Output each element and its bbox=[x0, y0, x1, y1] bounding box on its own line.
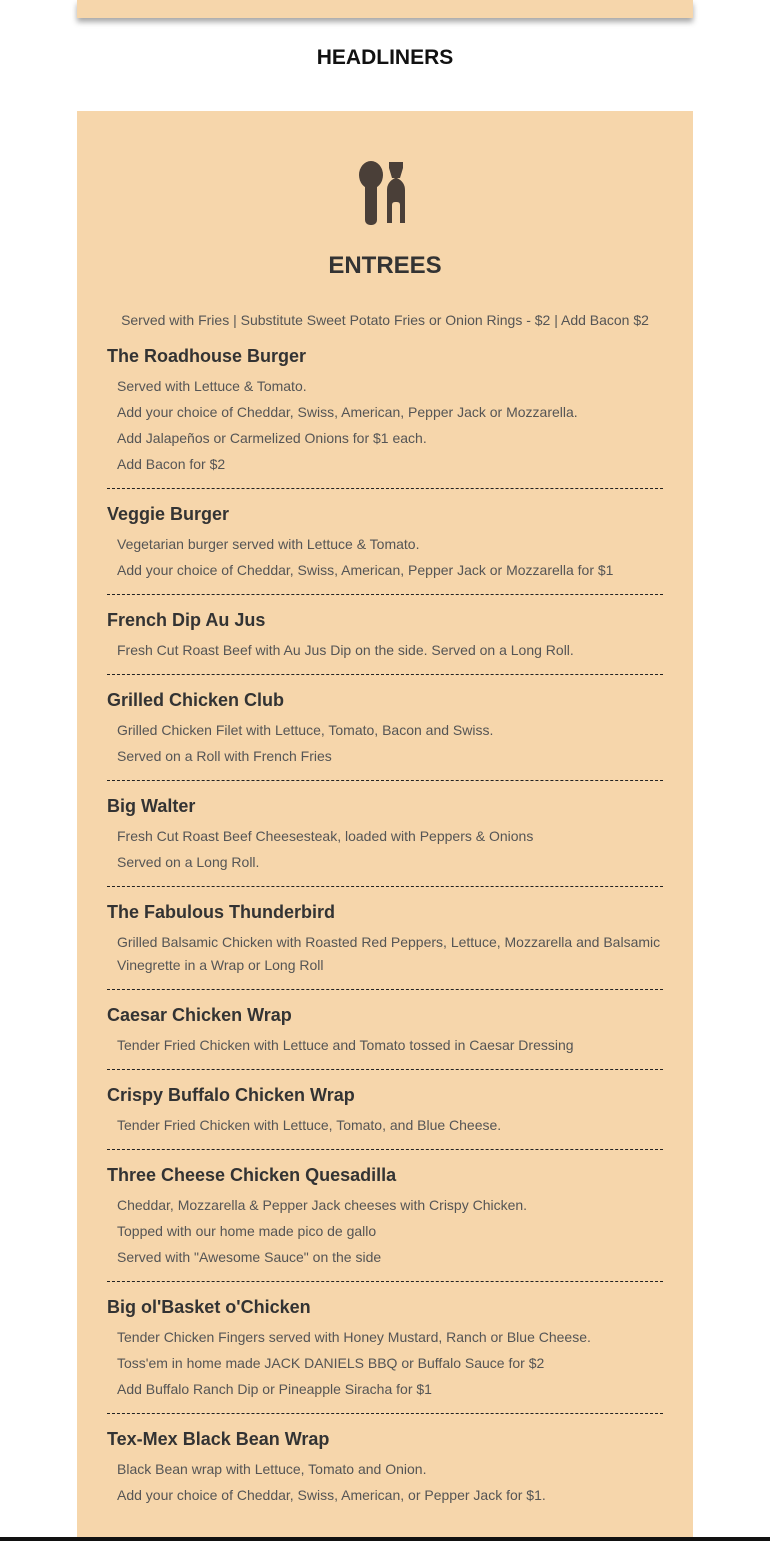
menu-item bbox=[107, 1428, 663, 1519]
menu-item bbox=[107, 609, 663, 675]
menu-item-description: Add your choice of Cheddar, Swiss, American, Pepper Jack or Mozzarella for $1 bbox=[117, 562, 614, 578]
menu-item-description: Add your choice of Cheddar, Swiss, American, Pepper Jack or Mozzarella. bbox=[117, 404, 578, 420]
menu-item-name: Grilled Chicken Club bbox=[107, 690, 285, 710]
menu-item-description: Black Bean wrap with Lettuce, Tomato and Onion. bbox=[117, 1461, 427, 1477]
menu-item bbox=[107, 689, 663, 781]
menu-item-description: Grilled Chicken Filet with Lettuce, Tomato, Bacon and Swiss. bbox=[117, 722, 494, 738]
menu-item-description: Fresh Cut Roast Beef with Au Jus Dip on the side. Served on a Long Roll. bbox=[117, 642, 574, 658]
menu-item bbox=[107, 1164, 663, 1282]
menu-item bbox=[107, 1084, 663, 1150]
entrees-card bbox=[77, 111, 693, 1541]
menu-item-description: Grilled Balsamic Chicken with Roasted Red Peppers, Lettuce, Mozzarella and Balsamic Vinegrette in a Wrap or Long Roll bbox=[117, 934, 661, 973]
menu-item-name: The Fabulous Thunderbird bbox=[107, 902, 335, 922]
menu-item-description: Fresh Cut Roast Beef Cheesesteak, loaded with Peppers & Onions bbox=[117, 828, 534, 844]
menu-item-description: Add Buffalo Ranch Dip or Pineapple Siracha for $1 bbox=[117, 1381, 432, 1397]
menu-item-description: Tender Chicken Fingers served with Honey Mustard, Ranch or Blue Cheese. bbox=[117, 1329, 591, 1345]
menu-items-list bbox=[107, 345, 663, 1533]
menu-item-description: Add Bacon for $2 bbox=[117, 456, 226, 472]
menu-item-name: The Roadhouse Burger bbox=[107, 346, 307, 366]
menu-item-description: Vegetarian burger served with Lettuce & Tomato. bbox=[117, 536, 420, 552]
menu-item bbox=[107, 345, 663, 489]
cutlery-icon bbox=[358, 160, 412, 226]
category-note: Served with Fries | Substitute Sweet Potato Fries or Onion Rings - $2 | Add Bacon $2 bbox=[121, 312, 649, 328]
menu-item-name: Big Walter bbox=[107, 796, 196, 816]
menu-item-description: Add your choice of Cheddar, Swiss, American, or Pepper Jack for $1. bbox=[117, 1487, 546, 1503]
menu-item-description: Served with "Awesome Sauce" on the side bbox=[117, 1249, 382, 1265]
menu-item-description: Topped with our home made pico de gallo bbox=[117, 1223, 377, 1239]
menu-item-description: Served on a Long Roll. bbox=[117, 854, 260, 870]
menu-item-description: Tender Fried Chicken with Lettuce and Tomato tossed in Caesar Dressing bbox=[117, 1037, 574, 1053]
menu-item-name: Veggie Burger bbox=[107, 504, 230, 524]
previous-section-card bbox=[77, 0, 693, 18]
menu-item-name: Tex-Mex Black Bean Wrap bbox=[107, 1429, 330, 1449]
menu-item-name: Big ol'Basket o'Chicken bbox=[107, 1297, 311, 1317]
menu-item-description: Tender Fried Chicken with Lettuce, Tomato, and Blue Cheese. bbox=[117, 1117, 502, 1133]
menu-item bbox=[107, 1004, 663, 1070]
bottom-border bbox=[0, 1537, 770, 1541]
menu-item-name: Three Cheese Chicken Quesadilla bbox=[107, 1165, 397, 1185]
section-title: HEADLINERS bbox=[316, 46, 454, 69]
menu-item bbox=[107, 795, 663, 887]
menu-item-description: Served with Lettuce & Tomato. bbox=[117, 378, 307, 394]
menu-item-name: Caesar Chicken Wrap bbox=[107, 1005, 292, 1025]
menu-item bbox=[107, 1296, 663, 1414]
menu-item bbox=[107, 503, 663, 595]
menu-item-description: Served on a Roll with French Fries bbox=[117, 748, 332, 764]
menu-item bbox=[107, 901, 663, 990]
menu-item-description: Toss'em in home made JACK DANIELS BBQ or Buffalo Sauce for $2 bbox=[117, 1355, 545, 1371]
menu-item-name: Crispy Buffalo Chicken Wrap bbox=[107, 1085, 355, 1105]
menu-item-name: French Dip Au Jus bbox=[107, 610, 266, 630]
category-title: ENTREES bbox=[328, 252, 442, 279]
menu-item-description: Cheddar, Mozzarella & Pepper Jack cheeses with Crispy Chicken. bbox=[117, 1197, 528, 1213]
menu-item-description: Add Jalapeños or Carmelized Onions for $1 each. bbox=[117, 430, 427, 446]
